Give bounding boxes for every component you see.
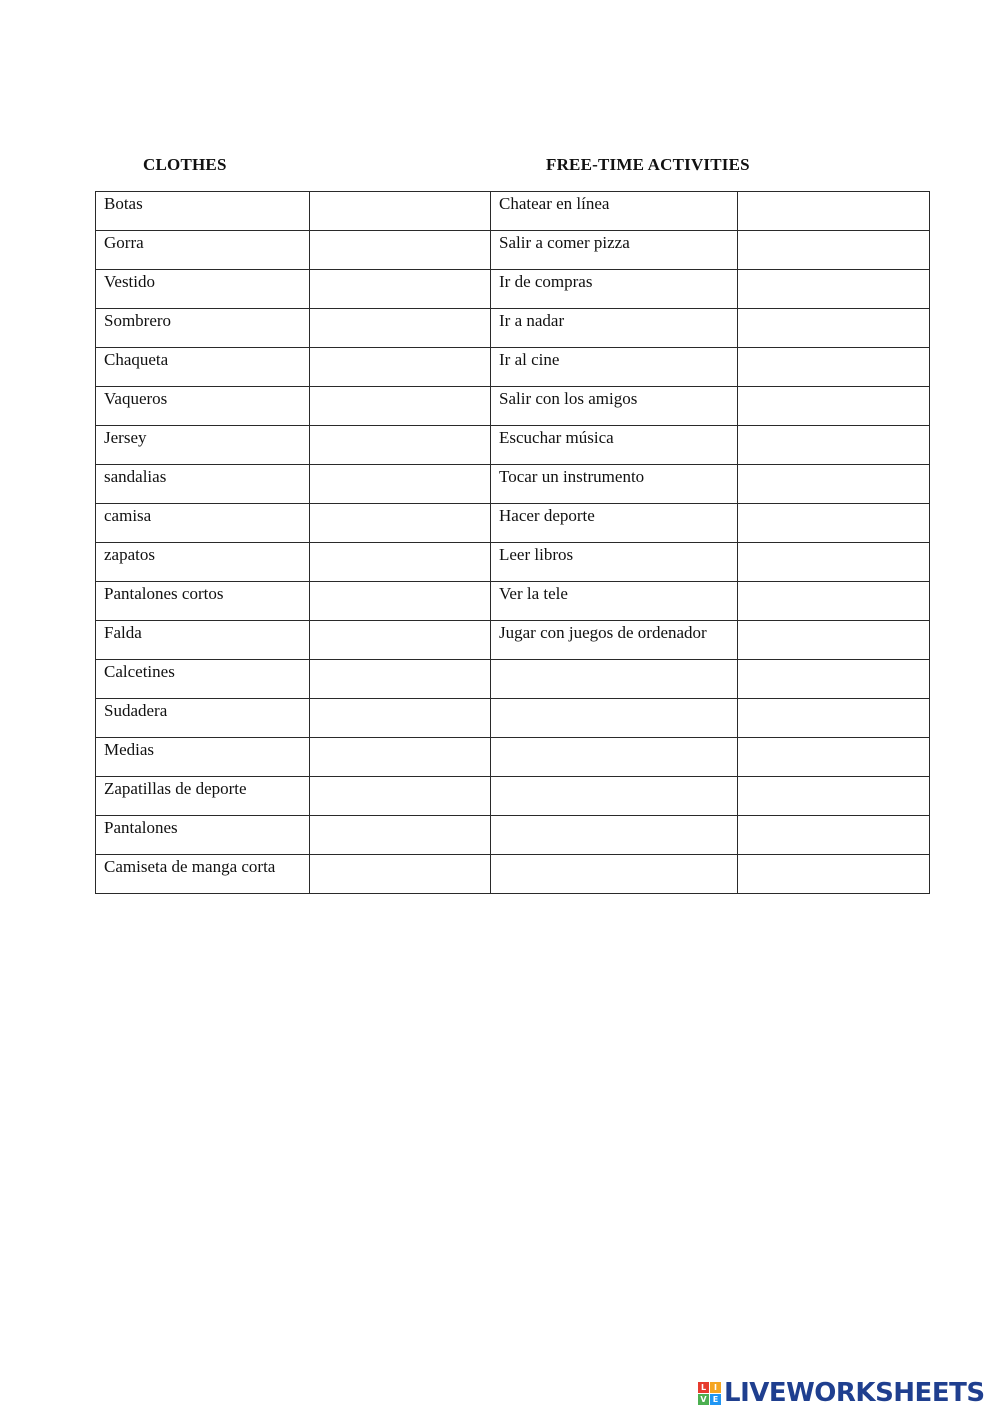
activity-word: Ver la tele (491, 582, 738, 621)
table-row (96, 738, 930, 777)
clothes-answer-cell[interactable] (310, 231, 491, 270)
clothes-word: Zapatillas de deporte (96, 777, 310, 816)
logo-text: LIVEWORKSHEETS (724, 1378, 985, 1408)
activity-answer-cell[interactable] (738, 309, 930, 348)
activity-answer-cell[interactable] (738, 426, 930, 465)
clothes-answer-cell[interactable] (310, 816, 491, 855)
clothes-word: Botas (96, 192, 310, 231)
clothes-word: Vestido (96, 270, 310, 309)
table-row (96, 231, 930, 270)
table-row (96, 309, 930, 348)
activity-answer-cell[interactable] (738, 543, 930, 582)
clothes-answer-cell[interactable] (310, 543, 491, 582)
activity-answer-cell[interactable] (738, 192, 930, 231)
clothes-answer-cell[interactable] (310, 738, 491, 777)
clothes-answer-cell[interactable] (310, 777, 491, 816)
activity-answer-cell[interactable] (738, 465, 930, 504)
table-row (96, 348, 930, 387)
clothes-answer-cell[interactable] (310, 309, 491, 348)
activity-answer-cell[interactable] (738, 270, 930, 309)
table-row (96, 270, 930, 309)
table-row (96, 582, 930, 621)
table-row (96, 816, 930, 855)
clothes-word: Gorra (96, 231, 310, 270)
table-row (96, 465, 930, 504)
activity-word: Ir a nadar (491, 309, 738, 348)
logo-mark-tile: V (698, 1394, 709, 1405)
clothes-answer-cell[interactable] (310, 192, 491, 231)
liveworksheets-logo (698, 1378, 985, 1408)
activity-word (491, 660, 738, 699)
clothes-word: sandalias (96, 465, 310, 504)
activity-word: Escuchar música (491, 426, 738, 465)
clothes-word: Sombrero (96, 309, 310, 348)
activity-word (491, 855, 738, 894)
table-row (96, 543, 930, 582)
activity-word: Tocar un instrumento (491, 465, 738, 504)
activity-answer-cell[interactable] (738, 504, 930, 543)
clothes-answer-cell[interactable] (310, 855, 491, 894)
activity-answer-cell[interactable] (738, 621, 930, 660)
clothes-word: Pantalones (96, 816, 310, 855)
activity-answer-cell[interactable] (738, 816, 930, 855)
activity-answer-cell[interactable] (738, 777, 930, 816)
activity-word: Ir al cine (491, 348, 738, 387)
clothes-answer-cell[interactable] (310, 426, 491, 465)
clothes-answer-cell[interactable] (310, 699, 491, 738)
logo-mark-icon (698, 1382, 721, 1405)
activity-word (491, 699, 738, 738)
clothes-heading: CLOTHES (143, 155, 227, 174)
clothes-answer-cell[interactable] (310, 621, 491, 660)
activity-answer-cell[interactable] (738, 387, 930, 426)
clothes-word: Vaqueros (96, 387, 310, 426)
clothes-answer-cell[interactable] (310, 504, 491, 543)
activity-word (491, 738, 738, 777)
clothes-answer-cell[interactable] (310, 387, 491, 426)
logo-mark-tile: L (698, 1382, 709, 1393)
table-row (96, 621, 930, 660)
clothes-word: Jersey (96, 426, 310, 465)
table-row (96, 777, 930, 816)
clothes-answer-cell[interactable] (310, 660, 491, 699)
table-row (96, 660, 930, 699)
activity-answer-cell[interactable] (738, 582, 930, 621)
clothes-word: Medias (96, 738, 310, 777)
clothes-word: camisa (96, 504, 310, 543)
table-row (96, 855, 930, 894)
activity-word (491, 777, 738, 816)
activity-word: Salir a comer pizza (491, 231, 738, 270)
activity-answer-cell[interactable] (738, 699, 930, 738)
activity-word: Leer libros (491, 543, 738, 582)
table-row (96, 699, 930, 738)
clothes-word: Camiseta de manga corta (96, 855, 310, 894)
activity-answer-cell[interactable] (738, 231, 930, 270)
clothes-answer-cell[interactable] (310, 465, 491, 504)
clothes-answer-cell[interactable] (310, 582, 491, 621)
activity-answer-cell[interactable] (738, 855, 930, 894)
activity-word (491, 816, 738, 855)
clothes-word: Sudadera (96, 699, 310, 738)
activity-answer-cell[interactable] (738, 348, 930, 387)
clothes-word: Chaqueta (96, 348, 310, 387)
logo-mark-tile: I (710, 1382, 721, 1393)
free-time-heading: FREE-TIME ACTIVITIES (546, 155, 750, 174)
activity-answer-cell[interactable] (738, 738, 930, 777)
vocabulary-table (95, 191, 930, 894)
clothes-answer-cell[interactable] (310, 348, 491, 387)
clothes-word: Pantalones cortos (96, 582, 310, 621)
clothes-word: Calcetines (96, 660, 310, 699)
activity-word: Jugar con juegos de ordenador (491, 621, 738, 660)
activity-word: Ir de compras (491, 270, 738, 309)
logo-mark-tile: E (710, 1394, 721, 1405)
clothes-word: zapatos (96, 543, 310, 582)
clothes-answer-cell[interactable] (310, 270, 491, 309)
activity-word: Chatear en línea (491, 192, 738, 231)
activity-word: Salir con los amigos (491, 387, 738, 426)
activity-word: Hacer deporte (491, 504, 738, 543)
clothes-word: Falda (96, 621, 310, 660)
table-row (96, 387, 930, 426)
table-row (96, 426, 930, 465)
table-row (96, 192, 930, 231)
table-row (96, 504, 930, 543)
activity-answer-cell[interactable] (738, 660, 930, 699)
